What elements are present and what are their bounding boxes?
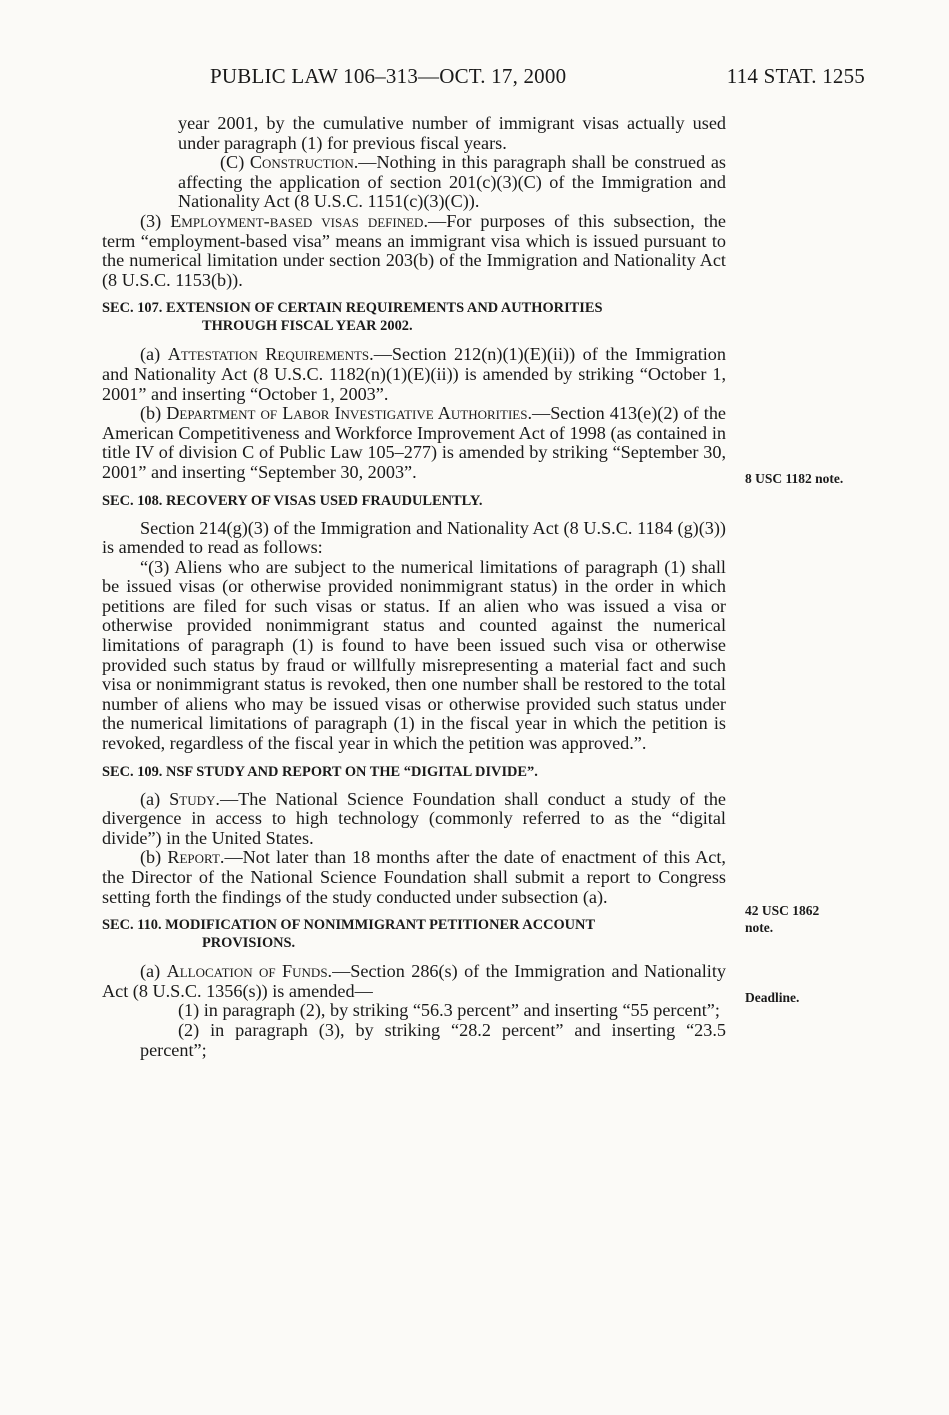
- body-column: [102, 114, 726, 1060]
- paragraph-109a: (a) Study.—The National Science Foundation shall conduct a study of the divergence in access to high technology (commonly referred to as the “digital divide”) in the United States.: [102, 788, 727, 848]
- heading-employment-visa: Employment-based visas defined: [170, 210, 424, 231]
- section-110-heading: SEC. 110. MODIFICATION OF NONIMMIGRANT PETITIONER ACCOUNT PROVISIONS.: [102, 917, 596, 952]
- paragraph-employment-visa: (3) Employment-based visas defined.—For purposes of this subsection, the term “employment-based visa” means an immigrant visa which is issued pursuant to the numerical limitation under section 203(b) of the Immigration and Nationality Act (8 U.S.C. 1153(b)).: [102, 210, 726, 290]
- paragraph-110a: (a) Allocation of Funds.—Section 286(s) of the Immigration and Nationality Act (8 U.S.C. 1356(s)) is amended—: [102, 961, 726, 1001]
- heading-construction: Construction: [249, 152, 354, 173]
- paragraph-108-intro: Section 214(g)(3) of the Immigration and Nationality Act (8 U.S.C. 1184 (g)(3)) is amended to read as follows:: [102, 517, 726, 558]
- margin-note-deadline: Deadline.: [745, 990, 800, 1005]
- heading-attestation: Attestation Requirements: [167, 344, 370, 365]
- paragraph-construction: (C) Construction.—Nothing in this paragraph shall be construed as affecting the application of section 201(c)(3)(C) of the Immigration and Nationality Act (8 U.S.C. 1151(c)(3)(C)).: [178, 152, 726, 212]
- heading-study: Study: [169, 788, 216, 809]
- margin-note-usc-1862: 42 USC 1862 note.: [745, 903, 820, 935]
- list-item: (2) in paragraph (3), by striking “28.2 percent” and inserting “23.5 percent”;: [140, 1019, 726, 1060]
- margin-note-usc-1182: 8 USC 1182 note.: [745, 471, 844, 486]
- section-107-heading: SEC. 107. EXTENSION OF CERTAIN REQUIREMENTS AND AUTHORITIES THROUGH FISCAL YEAR 2002.: [102, 300, 603, 335]
- header-stat-page: 114 STAT. 1255: [726, 64, 865, 88]
- list-item: (1) in paragraph (2), by striking “56.3 percent” and inserting “55 percent”;: [178, 1000, 720, 1021]
- paragraph-continuation: year 2001, by the cumulative number of immigrant visas actually used under paragraph (1) for previous fiscal years.: [178, 113, 726, 153]
- paragraph-109b: (b) Report.—Not later than 18 months after the date of enactment of this Act, the Director of the National Science Foundation shall submit a report to Congress setting forth the findings of the study conducted under subsection (a).: [102, 847, 726, 907]
- heading-dol-authorities: Department of Labor Investigative Authorities: [166, 403, 528, 424]
- heading-report: Report: [167, 847, 220, 868]
- header-law-date: PUBLIC LAW 106–313—OCT. 17, 2000: [210, 64, 567, 88]
- paragraph-108-quote: “(3) Aliens who are subject to the numerical limitations of paragraph (1) shall be issued visas (or otherwise provided nonimmigrant status) in the order in which petitions are filed for such visas or status. If an alien who was issued a visa or otherwise provided nonimmigrant status and counted against the numerical limitations of paragraph (1) is found to have been issued such visa or otherwise provided such status by fraud or willfully misrepresenting a material fact and such visa or nonimmigrant status is revoked, then one number shall be restored to the total number of aliens who may be issued visas or otherwise provided such status under the numerical limitations of paragraph (1) in the fiscal year in which the petition is revoked, regardless of the fiscal year in which the petition was approved.”.: [102, 556, 726, 754]
- section-109-heading: SEC. 109. NSF STUDY AND REPORT ON THE “DIGITAL DIVIDE”.: [102, 763, 538, 780]
- heading-allocation: Allocation of Funds: [166, 961, 328, 982]
- section-108-heading: SEC. 108. RECOVERY OF VISAS USED FRAUDULENTLY.: [102, 492, 483, 509]
- paragraph-107a: (a) Attestation Requirements.—Section 212(n)(1)(E)(ii)) of the Immigration and Nationality Act (8 U.S.C. 1182(n)(1)(E)(ii)) is amended by striking “October 1, 2001” and inserting “October 1, 2003”.: [102, 344, 726, 404]
- paragraph-107b: (b) Department of Labor Investigative Authorities.—Section 413(e)(2) of the American Competitiveness and Workforce Improvement Act of 1998 (as contained in title IV of division C of Public Law 105–277) is amended by striking “September 30, 2001” and inserting “September 30, 2003”.: [102, 403, 726, 482]
